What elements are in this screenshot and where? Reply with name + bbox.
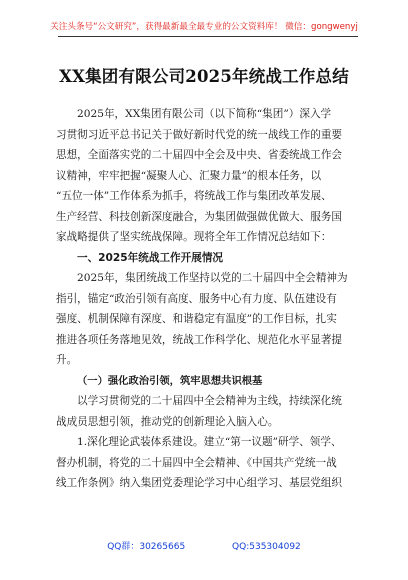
body-line: 以学习贯彻党的二十届四中全会精神为主线，持续深化统 bbox=[77, 395, 342, 407]
footer-qq-contact: QQ:535304092 bbox=[232, 542, 301, 552]
document-body bbox=[56, 104, 356, 494]
body-line: 战成员思想引领，推动党的创新理论入脑入心。 bbox=[56, 415, 279, 428]
section-heading: 一、2025年统战工作开展情况 bbox=[77, 251, 224, 264]
body-line: 指引，锚定“政治引领有高度、服务中心有力度、队伍建设有 bbox=[56, 292, 337, 305]
body-line: 生产经营、科技创新深度融合，为集团做强做优做大、服务国 bbox=[56, 210, 343, 223]
footer bbox=[0, 539, 408, 552]
body-line: 习贯彻习近平总书记关于做好新时代党的统一战线工作的重要 bbox=[56, 128, 343, 141]
document-title: XX集团有限公司2025年统战工作总结 bbox=[59, 67, 349, 86]
body-line: 家战略提供了坚实统战保障。现将全年工作情况总结如下： bbox=[56, 231, 332, 243]
footer-qq-group: QQ群：30265665 bbox=[107, 542, 186, 552]
body-line: 思想，全面落实党的二十届四中全会及中央、省委统战工作会 bbox=[56, 149, 343, 161]
body-line: 议精神，牢牢把握“凝聚人心、汇聚力量”的根本任务，以 bbox=[56, 169, 322, 182]
header-banner: 关注头条号“公文研究”，获得最新最全最专业的公文资料库！ 微信：gongwenyj bbox=[50, 22, 358, 32]
header-divider bbox=[58, 36, 358, 37]
body-line: 督办机制，将党的二十届四中全会精神、《中国共产党统一战 bbox=[56, 456, 337, 469]
body-line: 推进各项任务落地见效，统战工作科学化、规范化水平显著提 bbox=[56, 333, 343, 346]
body-line: “五位一体”工作体系为抓手，将统战工作与集团改革发展、 bbox=[56, 190, 332, 202]
subsection-heading: （一）强化政治引领，筑牢思想共识根基 bbox=[77, 374, 263, 387]
body-line: 线工作条例》纳入集团党委理论学习中心组学习、基层党组织 bbox=[56, 477, 343, 489]
body-line: 1.深化理论武装体系建设。建立“第一议题”研学、领学、 bbox=[77, 436, 342, 448]
body-line: 升。 bbox=[56, 354, 78, 366]
body-line: 强度、机制保障有深度、和谐稳定有温度”的工作目标，扎实 bbox=[56, 313, 337, 325]
body-line: 2025年，集团统战工作坚持以党的二十届四中全会精神为 bbox=[77, 272, 348, 284]
body-line: 2025年，XX集团有限公司（以下简称“集团”）深入学 bbox=[77, 108, 332, 120]
